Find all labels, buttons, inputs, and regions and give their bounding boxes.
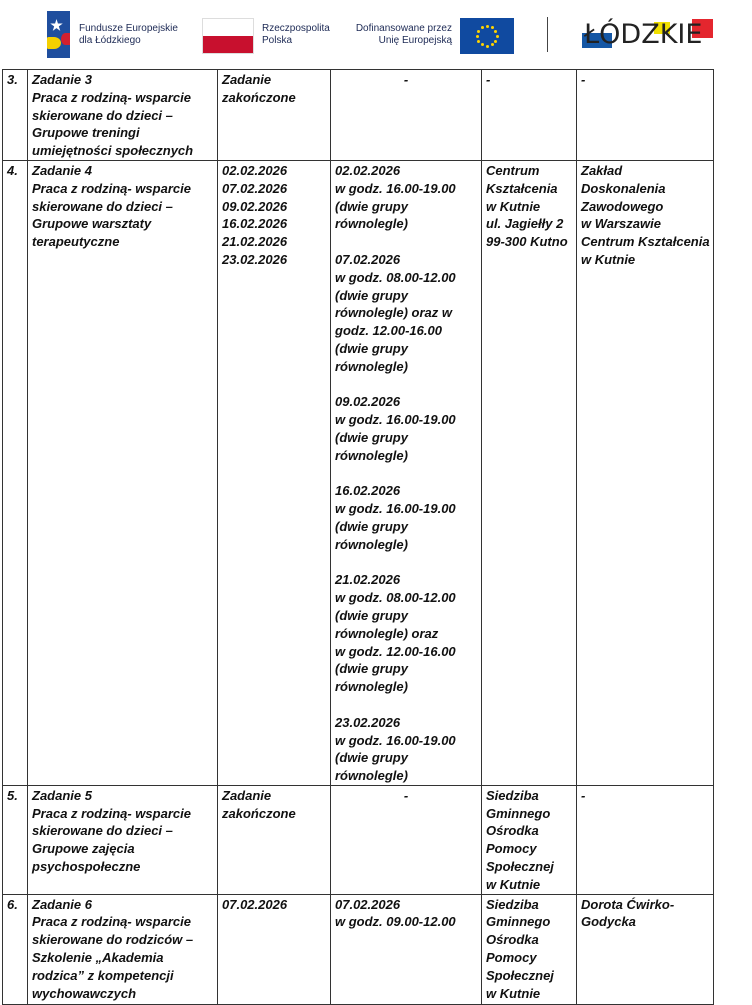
schedule-line: równolegle) oraz w	[335, 305, 453, 321]
table-row	[3, 70, 714, 161]
cell-text-line: 02.02.2026	[222, 163, 288, 178]
schedule-line: (dwie grupy	[335, 429, 408, 445]
cell-text-line: -	[486, 72, 491, 87]
schedule-line: w godz. 08.00-12.00	[335, 269, 456, 285]
row-number: 5.	[3, 785, 28, 894]
cell-text-line: -	[403, 787, 409, 803]
header-logos	[0, 0, 752, 64]
cell-text-line: Gminnego	[486, 805, 551, 821]
cell-text-line: 23.02.2026	[222, 251, 288, 267]
schedule-line: w godz. 16.00-19.00	[335, 501, 456, 517]
lodzkie-logo-icon	[582, 16, 722, 56]
rzeczpospolita-polska-text	[262, 23, 330, 47]
cell-text-line: Pomocy	[486, 950, 537, 966]
eu-star-icon	[486, 25, 489, 28]
eu-star-icon	[476, 35, 479, 38]
cell-text-line: Zadanie 4	[32, 163, 92, 178]
schedule-line: (dwie grupy	[335, 340, 408, 356]
cell-text-line: Grupowe warsztaty	[32, 216, 152, 232]
eu-flag-icon	[460, 18, 514, 54]
schedule-line: godz. 12.00-16.00	[335, 323, 442, 339]
schedule-line: 02.02.2026	[335, 163, 401, 178]
cell-text-line: Siedziba	[486, 787, 539, 803]
cell-text-line: -	[581, 72, 586, 87]
cell-text-line: Zadanie 5	[32, 787, 92, 803]
hours-cell	[331, 70, 482, 161]
schedule-line: (dwie grupy	[335, 661, 408, 677]
block-gap	[335, 233, 477, 251]
schedule-line: 23.02.2026	[335, 714, 401, 730]
schedule-line: równolegle) oraz	[335, 625, 439, 641]
cell-text-line: w godz. 09.00-12.00	[335, 914, 456, 930]
table-row	[3, 894, 714, 1004]
cell-text-line: skierowane do dzieci –	[32, 107, 173, 123]
star-icon	[50, 19, 63, 32]
schedule-line: równolegle)	[335, 216, 408, 232]
cell-text-line: Zadanie 6	[32, 896, 92, 912]
cell-text-line: psychospołeczne	[32, 859, 141, 875]
cell-text-line: Zadanie	[222, 72, 272, 87]
cell-text-line: Godycka	[581, 914, 636, 930]
logo-text-line: Fundusze Europejskie	[79, 23, 178, 34]
schedule-line: w godz. 16.00-19.00	[335, 180, 456, 196]
cell-text-line: terapeutyczne	[32, 234, 120, 250]
provider-cell	[577, 785, 714, 894]
yellow-shape-icon	[47, 37, 61, 49]
cell-text-line: Grupowe zajęcia	[32, 841, 135, 857]
cell-text-line: Społecznej	[486, 859, 554, 875]
eu-star-icon	[481, 43, 484, 46]
lodzkie-logo-text: ŁÓDZKIE	[584, 19, 703, 50]
cell-text-line: Siedziba	[486, 896, 539, 912]
eu-star-icon	[491, 26, 494, 29]
schedule-line: równolegle)	[335, 768, 408, 784]
cell-text-line: Zakład	[581, 163, 623, 178]
cell-text-line: Centrum Kształcenia	[581, 234, 710, 250]
block-gap	[335, 376, 477, 394]
cell-text-line: 09.02.2026	[222, 198, 288, 214]
cell-text-line: skierowane do dzieci –	[32, 198, 173, 214]
place-cell	[482, 785, 577, 894]
cell-text-line: -	[403, 72, 409, 87]
schedule-line: w godz. 12.00-16.00	[335, 643, 456, 659]
cell-text-line: rodzica” z kompetencji	[32, 967, 174, 983]
block-gap	[335, 465, 477, 483]
logo-text-line: Rzeczpospolita	[262, 23, 330, 34]
cell-text-line: w Warszawie	[581, 216, 661, 232]
red-shape-icon	[61, 33, 70, 45]
polish-flag-icon	[202, 18, 254, 54]
cell-text-line: -	[581, 787, 586, 803]
cell-text-line: w Kutnie	[581, 251, 636, 267]
cell-text-line: zakończone	[222, 805, 296, 821]
cell-text-line: Grupowe treningi	[32, 125, 140, 141]
cell-text-line: Centrum	[486, 163, 540, 178]
provider-cell	[577, 161, 714, 786]
schedule-line: (dwie grupy	[335, 198, 408, 214]
hours-cell	[331, 785, 482, 894]
cell-text-line: w Kutnie	[486, 985, 541, 1001]
task-cell	[28, 785, 218, 894]
task-cell	[28, 161, 218, 786]
table-row	[3, 161, 714, 786]
hours-cell	[331, 161, 482, 786]
cell-text-line: Praca z rodziną- wsparcie	[32, 180, 191, 196]
eu-star-icon	[496, 35, 499, 38]
schedule-line: równolegle)	[335, 536, 408, 552]
schedule-line: 21.02.2026	[335, 572, 401, 588]
schedule-line: 07.02.2026	[335, 251, 401, 267]
dates-cell	[218, 785, 331, 894]
block-gap	[335, 554, 477, 572]
place-cell	[482, 70, 577, 161]
cell-text-line: 99-300 Kutno	[486, 234, 568, 250]
cell-text-line: Szkolenie „Akademia	[32, 950, 164, 966]
task-cell	[28, 894, 218, 1004]
cell-text-line: w Kutnie	[486, 876, 541, 892]
cell-text-line: w Kutnie	[486, 198, 541, 214]
fundusze-europejskie-logo-icon	[47, 11, 70, 58]
table-row	[3, 785, 714, 894]
schedule-line: (dwie grupy	[335, 750, 408, 766]
schedule-line: równolegle)	[335, 358, 408, 374]
cell-text-line: Kształcenia	[486, 180, 558, 196]
cell-text-line: 21.02.2026	[222, 234, 288, 250]
cell-text-line: Dorota Ćwirko-	[581, 896, 675, 912]
cell-text-line: Doskonalenia	[581, 180, 666, 196]
eu-star-icon	[491, 43, 494, 46]
dofinansowane-ue-text	[352, 23, 452, 47]
eu-star-icon	[477, 40, 480, 43]
row-number: 3.	[3, 70, 28, 161]
cell-text-line: 07.02.2026	[335, 896, 401, 912]
eu-star-icon	[494, 30, 497, 33]
logo-text-line: dla Łódzkiego	[79, 35, 141, 46]
schedule-table	[2, 69, 714, 1005]
dates-cell	[218, 70, 331, 161]
schedule-line: równolegle)	[335, 447, 408, 463]
cell-text-line: skierowane do rodziców –	[32, 932, 194, 948]
hours-cell	[331, 894, 482, 1004]
logo-text-line: Unię Europejską	[378, 35, 452, 46]
cell-text-line: Zawodowego	[581, 198, 664, 214]
cell-text-line: Społecznej	[486, 967, 554, 983]
cell-text-line: Ośrodka	[486, 932, 539, 948]
eu-star-icon	[477, 30, 480, 33]
eu-star-icon	[481, 26, 484, 29]
cell-text-line: 07.02.2026	[222, 180, 288, 196]
dates-cell	[218, 894, 331, 1004]
logo-separator	[547, 17, 548, 52]
schedule-line: w godz. 16.00-19.00	[335, 412, 456, 428]
dates-cell	[218, 161, 331, 786]
row-number: 6.	[3, 894, 28, 1004]
schedule-line: w godz. 08.00-12.00	[335, 590, 456, 606]
cell-text-line: 07.02.2026	[222, 896, 288, 912]
block-gap	[335, 696, 477, 714]
cell-text-line: Praca z rodziną- wsparcie	[32, 914, 191, 930]
cell-text-line: Gminnego	[486, 914, 551, 930]
cell-text-line: Zadanie 3	[32, 72, 92, 87]
provider-cell	[577, 894, 714, 1004]
schedule-line: (dwie grupy	[335, 518, 408, 534]
row-number: 4.	[3, 161, 28, 786]
cell-text-line: Pomocy	[486, 841, 537, 857]
schedule-line: (dwie grupy	[335, 607, 408, 623]
cell-text-line: 16.02.2026	[222, 216, 288, 232]
schedule-line: 09.02.2026	[335, 394, 401, 410]
eu-star-icon	[494, 40, 497, 43]
schedule-line: 16.02.2026	[335, 483, 401, 499]
provider-cell	[577, 70, 714, 161]
schedule-line: równolegle)	[335, 679, 408, 695]
cell-text-line: Ośrodka	[486, 823, 539, 839]
cell-text-line: umiejętności społecznych	[32, 143, 194, 159]
logo-text-line: Polska	[262, 35, 293, 46]
place-cell	[482, 894, 577, 1004]
task-cell	[28, 70, 218, 161]
cell-text-line: Zadanie	[222, 787, 272, 803]
place-cell	[482, 161, 577, 786]
schedule-line: (dwie grupy	[335, 287, 408, 303]
cell-text-line: zakończone	[222, 89, 296, 105]
cell-text-line: skierowane do dzieci –	[32, 823, 173, 839]
cell-text-line: wychowawczych	[32, 985, 137, 1001]
cell-text-line: Praca z rodziną- wsparcie	[32, 805, 191, 821]
fundusze-europejskie-text	[79, 23, 178, 47]
eu-star-icon	[486, 45, 489, 48]
cell-text-line: ul. Jagiełły 2	[486, 216, 564, 232]
schedule-line: w godz. 16.00-19.00	[335, 732, 456, 748]
cell-text-line: Praca z rodziną- wsparcie	[32, 89, 191, 105]
logo-text-line: Dofinansowane przez	[355, 23, 452, 34]
